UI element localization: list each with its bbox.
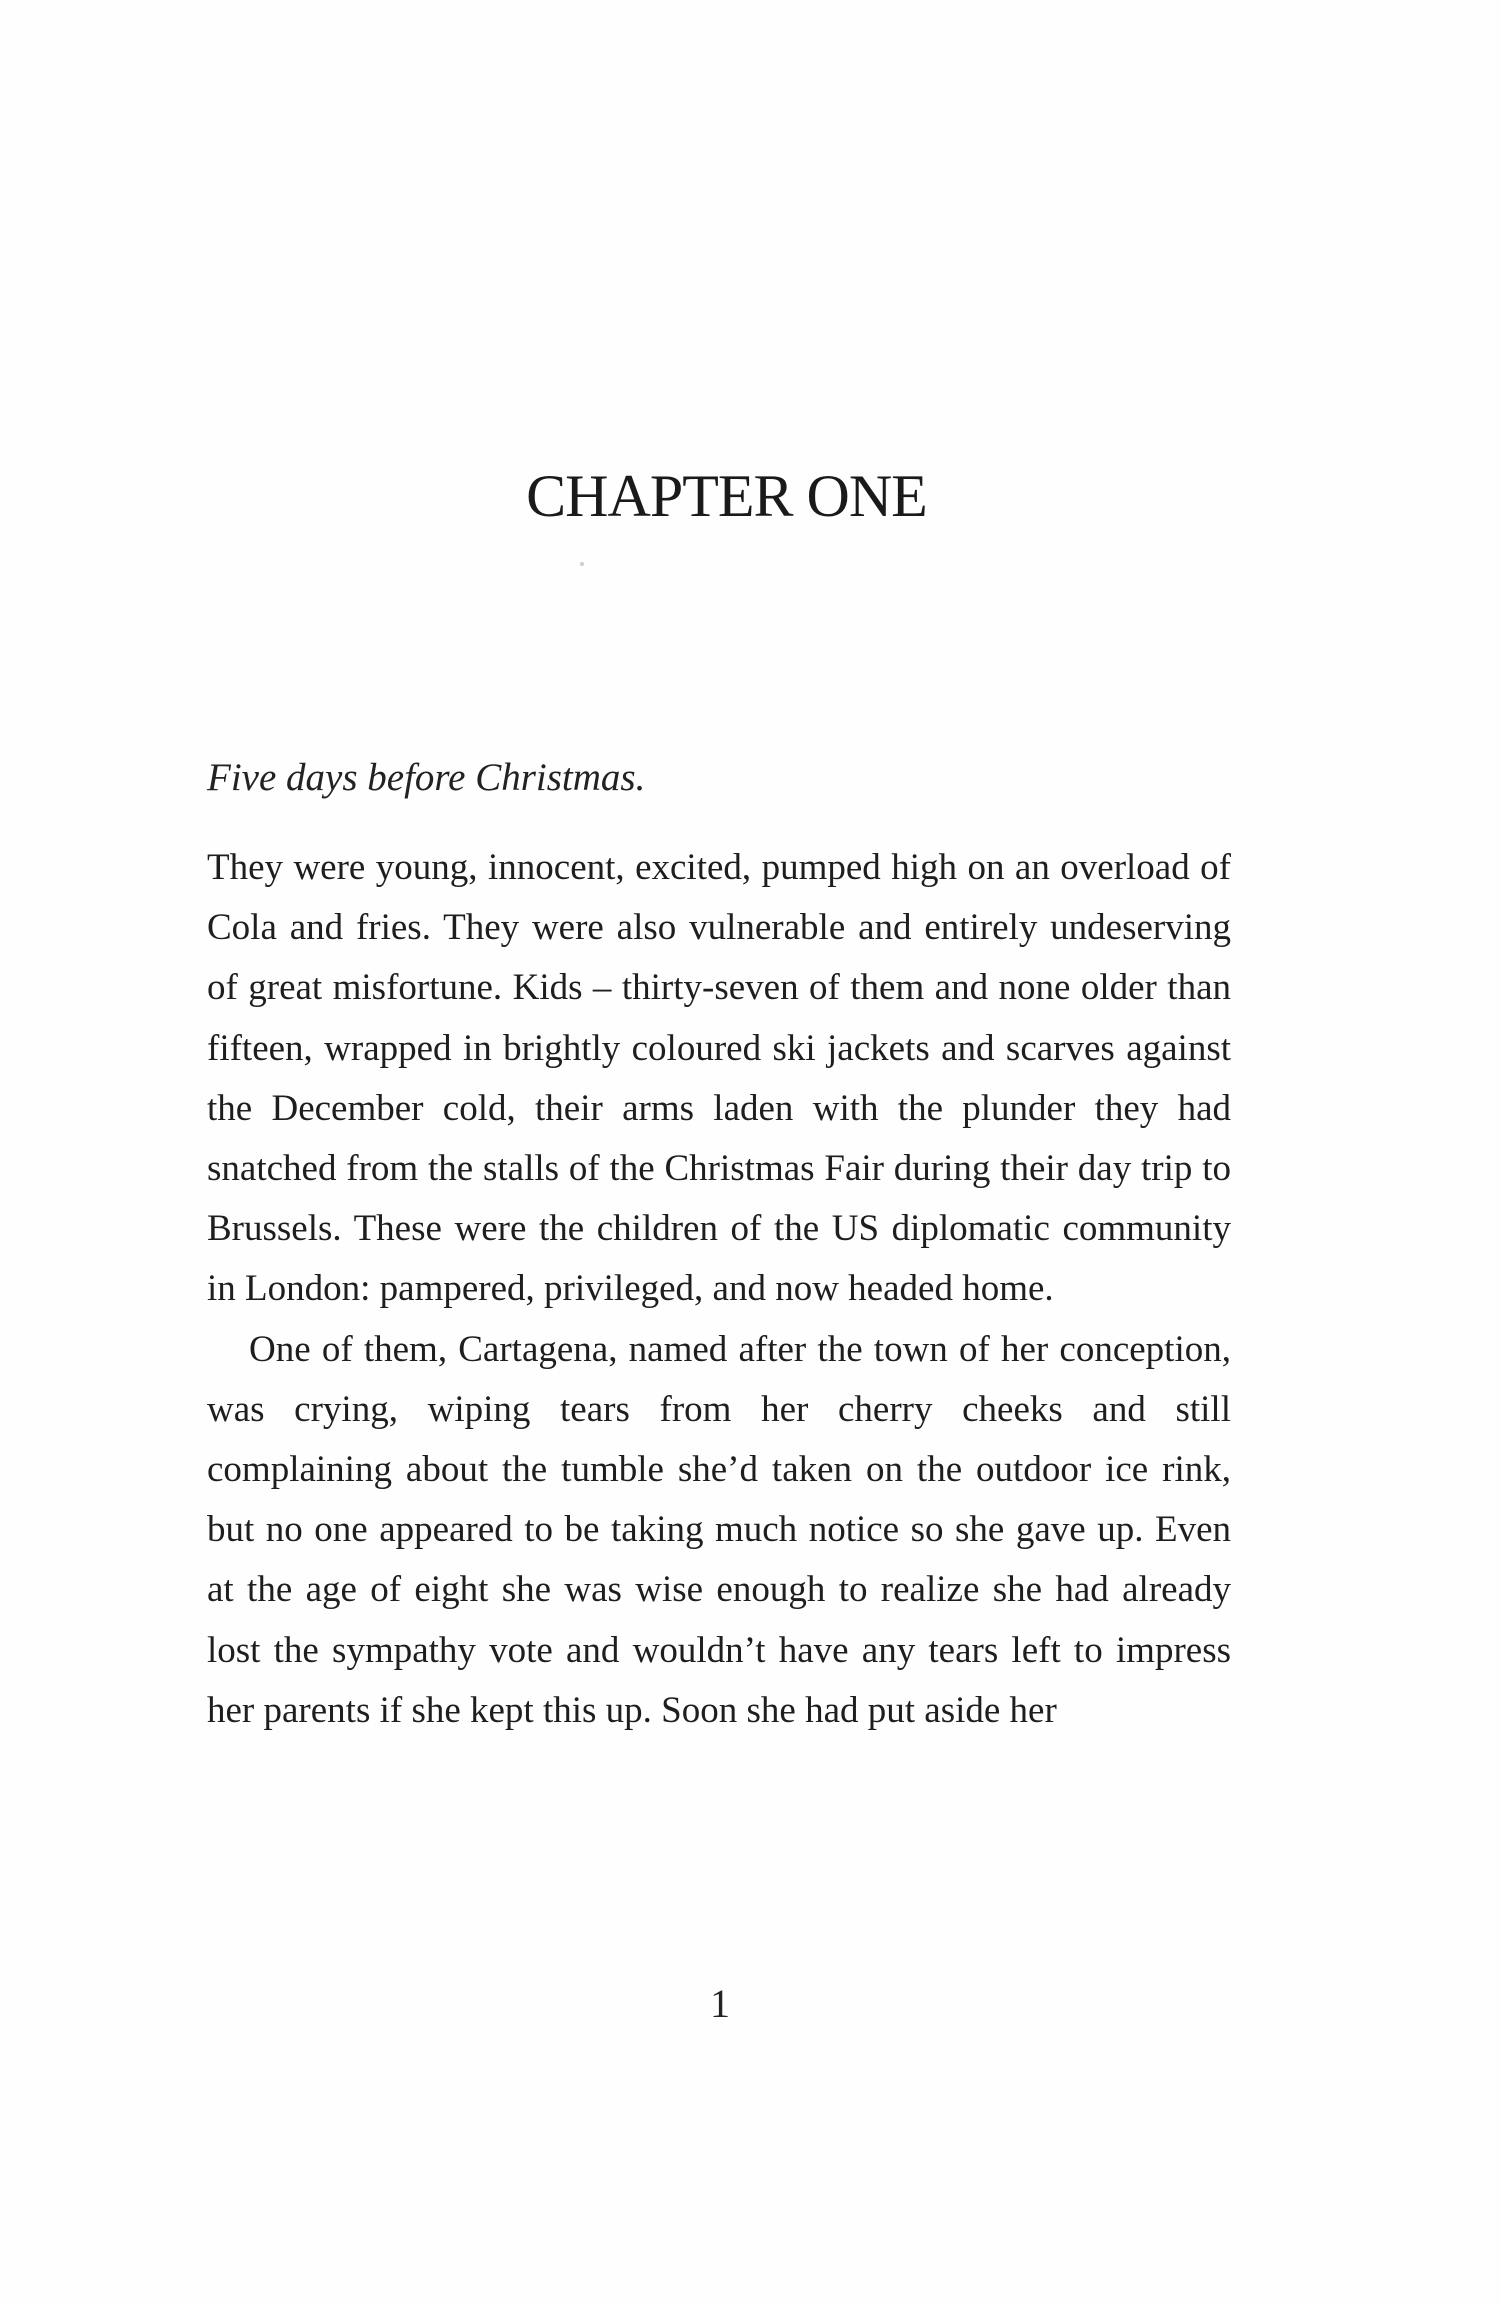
page-speck (580, 562, 584, 566)
body-text (207, 838, 1231, 1741)
paragraph-1: They were young, innocent, excited, pumped high on an overload of Cola and fries. They were also vulnerable and entirely undeserving of great misfortune. Kids – thirty-seven of them and none older than fifteen, wrapped in brightly coloured ski jackets and scarves against the December cold, their arms laden with the plunder they had snatched from the stalls of the Christmas Fair during their day trip to Brussels. These were the children of the US diplomatic community in London: pampered, privileged, and now headed home. (207, 847, 1231, 1310)
chapter-title: CHAPTER ONE (526, 463, 927, 529)
paragraph-2: One of them, Cartagena, named after the town of her conception, was crying, wiping tears from her cherry cheeks and still complaining about the tumble she’d taken on the outdoor ice rink, but no one appeared to be taking much notice so she gave up. Even at the age of eight she was wise enough to realize she had already lost the sympathy vote and wouldn’t have any tears left to impress her parents if she kept this up. Soon she had put aside her (207, 1328, 1231, 1731)
epigraph: Five days before Christmas. (207, 756, 646, 799)
page-number: 1 (710, 1981, 730, 2026)
